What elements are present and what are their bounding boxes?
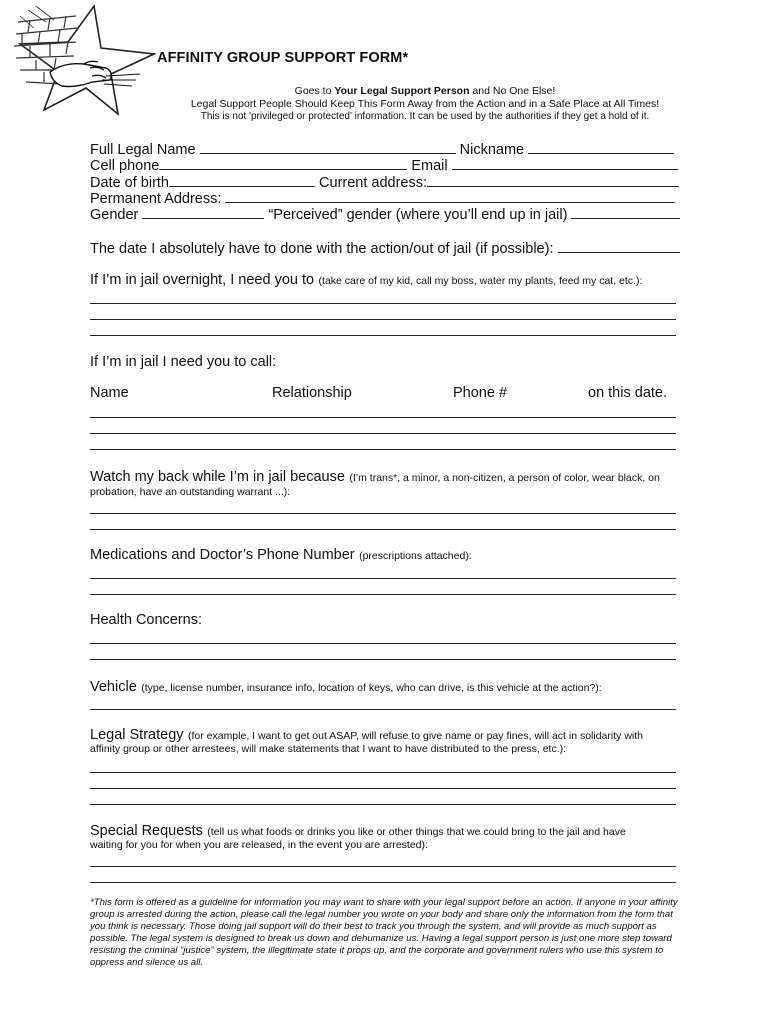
vehicle-main: Vehicle	[90, 679, 137, 695]
call-heading: If I’m in jail I need you to call:	[90, 354, 277, 370]
email-field[interactable]	[452, 157, 678, 170]
legal-note-1: (for example, I want to get out ASAP, will refuse to give name or pay fines, will act in solidarity with	[187, 730, 643, 742]
nickname-field[interactable]	[528, 141, 674, 154]
meds-line-1[interactable]	[90, 578, 676, 579]
full-legal-name-label: Full Legal Name	[90, 142, 196, 158]
overnight-note: (take care of my kid, call my boss, water my plants, feed my cat, etc.):	[318, 275, 643, 287]
legal-main: Legal Strategy	[90, 727, 184, 743]
call-line-3[interactable]	[90, 449, 676, 450]
watch-line-1[interactable]	[90, 513, 676, 514]
overnight-main: If I’m in jail overnight, I need you to	[90, 272, 315, 288]
watch-note-2: probation, have an outstanding warrant ...):	[90, 486, 291, 498]
footnote: *This form is offered as a guideline for information you may want to share with your legal support before an action. If anyone in your affinity group is arrested during the action, please call the legal number you wrote on your body and share only the information from the form that you think is necessary. Those doing jail support will do their best to track you through the system, and will provide as much support as possible. The legal system is designed to break us down and dehumanize us. Having a legal support person is just one more step toward resisting the criminal “justice” system, the illegitimate state it props up, and the corporate and government rulers who use this system to oppress and silence us all.	[90, 897, 678, 968]
call-line-2[interactable]	[90, 433, 676, 434]
email-label: Email	[411, 158, 448, 174]
gender-label: Gender	[90, 207, 139, 223]
col-relationship: Relationship	[272, 385, 352, 401]
current-address-label: Current address:	[319, 175, 428, 191]
health-line-2[interactable]	[90, 659, 676, 660]
legal-heading	[90, 726, 680, 744]
date-done-field[interactable]	[558, 240, 680, 253]
watch-main: Watch my back while I’m in jail because	[90, 469, 345, 485]
nickname-label: Nickname	[459, 142, 525, 158]
perceived-gender-field[interactable]	[571, 206, 680, 219]
header-line-1-post: and No One Else!	[469, 85, 556, 97]
watch-line-2[interactable]	[90, 529, 676, 530]
meds-heading	[90, 546, 680, 564]
special-line-2[interactable]	[90, 882, 676, 883]
row-gender	[90, 206, 680, 224]
date-of-birth-label: Date of birth	[90, 175, 169, 191]
col-phone: Phone #	[453, 385, 508, 401]
gender-field[interactable]	[142, 206, 264, 219]
overnight-line-3[interactable]	[90, 335, 676, 336]
legal-line-1[interactable]	[90, 772, 676, 773]
overnight-heading	[90, 271, 680, 289]
row-date-done	[90, 240, 680, 258]
current-address-field[interactable]	[427, 174, 679, 187]
overnight-line-1[interactable]	[90, 303, 676, 304]
form-title: AFFINITY GROUP SUPPORT FORM*	[157, 50, 409, 66]
meds-note: (prescriptions attached):	[359, 550, 472, 562]
special-note-2: waiting for you for when you are released, in the event you are arrested):	[90, 839, 428, 851]
watch-heading	[90, 468, 680, 486]
meds-main: Medications and Doctor’s Phone Number	[90, 547, 355, 563]
star-fist-logo	[6, 2, 156, 118]
permanent-address-label: Permanent Address:	[90, 191, 222, 207]
call-line-1[interactable]	[90, 417, 676, 418]
watch-note-1: (I’m trans*, a minor, a non-citizen, a person of color, wear black, on	[349, 472, 660, 484]
row-contact	[90, 157, 680, 175]
overnight-line-2[interactable]	[90, 319, 676, 320]
vehicle-line-1[interactable]	[90, 709, 676, 710]
date-of-birth-field[interactable]	[169, 174, 315, 187]
permanent-address-field[interactable]	[225, 190, 675, 203]
full-legal-name-field[interactable]	[200, 141, 456, 154]
perceived-gender-label: “Perceived” gender (where you’ll end up in jail)	[268, 207, 568, 223]
health-heading: Health Concerns:	[90, 612, 203, 628]
special-note-1: (tell us what foods or drinks you like or other things that we could bring to the jail and have	[207, 826, 626, 838]
health-line-1[interactable]	[90, 643, 676, 644]
header-line-1-bold: Your Legal Support Person	[334, 85, 470, 97]
meds-line-2[interactable]	[90, 594, 676, 595]
special-main: Special Requests	[90, 823, 203, 839]
header-line-1-pre: Goes to	[294, 85, 335, 97]
special-heading	[90, 822, 680, 840]
legal-line-3[interactable]	[90, 804, 676, 805]
vehicle-note: (type, license number, insurance info, location of keys, who can drive, is this vehicle at the action?):	[141, 682, 602, 694]
header-line-3: This is not 'privileged or protected' information. It can be used by the authorities if they get a hold of it.	[200, 111, 650, 122]
vehicle-heading	[90, 678, 680, 696]
col-date: on this date.	[588, 385, 667, 401]
special-line-1[interactable]	[90, 866, 676, 867]
legal-line-2[interactable]	[90, 788, 676, 789]
cell-phone-field[interactable]	[159, 157, 407, 170]
legal-note-2: affinity group or other arrestees, will make statements that I want to have distributed to the press, etc.):	[90, 743, 567, 755]
cell-phone-label: Cell phone	[90, 158, 160, 174]
date-done-label: The date I absolutely have to done with the action/out of jail (if possible):	[90, 241, 554, 257]
header-line-2: Legal Support People Should Keep This Form Away from the Action and in a Safe Place at All Times!	[190, 98, 660, 110]
col-name: Name	[90, 385, 129, 401]
header-line-1	[160, 84, 690, 98]
